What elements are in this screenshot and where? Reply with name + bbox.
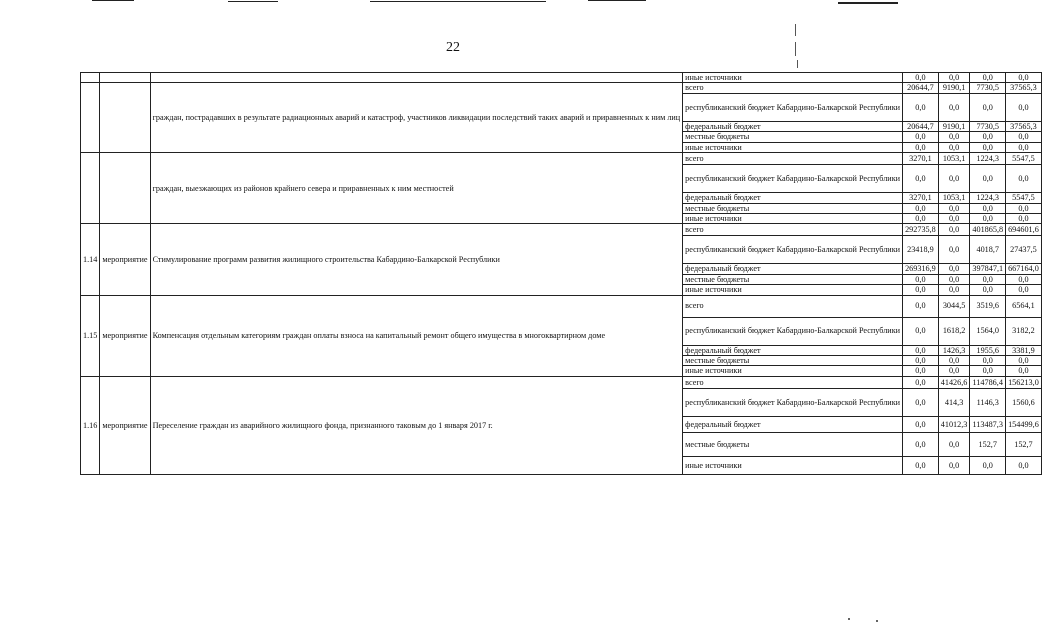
value-cell: 0,0 [970,274,1006,284]
funding-source-cell: иные источники [683,456,903,474]
funding-source-cell: иные источники [683,213,903,223]
value-cell: 269316,9 [903,264,939,274]
value-cell: 152,7 [1006,432,1042,456]
scan-edge-line [370,1,546,2]
value-cell: 0,0 [970,203,1006,213]
value-cell: 0,0 [903,388,939,416]
value-cell: 0,0 [903,203,939,213]
funding-source-cell: иные источники [683,285,903,295]
value-cell: 37565,3 [1006,121,1042,131]
value-cell: 0,0 [938,165,970,193]
value-cell: 0,0 [938,432,970,456]
value-cell: 1053,1 [938,153,970,165]
funding-source-cell: местные бюджеты [683,132,903,142]
value-cell: 0,0 [970,73,1006,83]
measure-type: мероприятие [100,376,150,474]
value-cell: 397847,1 [970,264,1006,274]
value-cell: 1618,2 [938,317,970,345]
value-cell: 27437,5 [1006,236,1042,264]
measure-name: граждан, пострадавших в результате радиационных аварий и катастроф, участников ликвидации последствий таких аварий и приравненных к ним лиц [150,83,683,153]
value-cell: 0,0 [903,73,939,83]
value-cell: 0,0 [938,356,970,366]
value-cell: 0,0 [938,456,970,474]
value-cell: 41426,6 [938,376,970,388]
funding-source-cell: всего [683,83,903,93]
value-cell: 0,0 [1006,456,1042,474]
value-cell: 9190,1 [938,83,970,93]
value-cell: 0,0 [938,203,970,213]
margin-mark [797,60,798,68]
row-name-cell [150,73,683,83]
measure-type [100,153,150,224]
value-cell: 0,0 [938,274,970,284]
value-cell: 156213,0 [1006,376,1042,388]
measure-name: Переселение граждан из аварийного жилищного фонда, признанного таковым до 1 января 2017 г. [150,376,683,474]
funding-source-cell: местные бюджеты [683,274,903,284]
value-cell: 0,0 [938,236,970,264]
value-cell: 0,0 [903,142,939,152]
value-cell: 0,0 [903,165,939,193]
value-cell: 23418,9 [903,236,939,264]
value-cell: 0,0 [938,93,970,121]
table-row [81,224,1042,236]
value-cell: 0,0 [970,456,1006,474]
value-cell: 5547,5 [1006,193,1042,203]
funding-source-cell: местные бюджеты [683,356,903,366]
value-cell: 0,0 [938,366,970,376]
scan-edge-line [92,0,134,1]
value-cell: 0,0 [938,213,970,223]
value-cell: 4018,7 [970,236,1006,264]
value-cell: 113487,3 [970,416,1006,432]
table-row [81,83,1042,93]
value-cell: 37565,3 [1006,83,1042,93]
value-cell: 0,0 [903,274,939,284]
funding-source-cell: всего [683,295,903,317]
value-cell: 3270,1 [903,193,939,203]
measure-code [81,83,100,153]
value-cell: 0,0 [1006,203,1042,213]
value-cell: 6564,1 [1006,295,1042,317]
value-cell: 0,0 [903,345,939,355]
value-cell: 1146,3 [970,388,1006,416]
budget-table [80,72,1042,475]
value-cell: 0,0 [938,224,970,236]
value-cell: 1053,1 [938,193,970,203]
value-cell: 3182,2 [1006,317,1042,345]
scan-speck [848,618,850,620]
funding-source-cell: иные источники [683,366,903,376]
funding-source-cell: федеральный бюджет [683,416,903,432]
value-cell: 1224,3 [970,153,1006,165]
value-cell: 0,0 [938,264,970,274]
value-cell: 0,0 [1006,142,1042,152]
value-cell: 41012,3 [938,416,970,432]
value-cell: 114786,4 [970,376,1006,388]
margin-mark [795,24,796,36]
funding-source-cell: иные источники [683,142,903,152]
measure-type [100,83,150,153]
funding-source-cell: местные бюджеты [683,432,903,456]
scan-edge-line [228,1,278,2]
value-cell: 667164,0 [1006,264,1042,274]
funding-source-cell: федеральный бюджет [683,193,903,203]
funding-source-cell: федеральный бюджет [683,345,903,355]
value-cell: 7730,5 [970,121,1006,131]
value-cell: 0,0 [1006,274,1042,284]
funding-source-cell: местные бюджеты [683,203,903,213]
measure-type: мероприятие [100,224,150,295]
value-cell: 0,0 [1006,73,1042,83]
value-cell: 0,0 [903,432,939,456]
value-cell: 0,0 [1006,165,1042,193]
value-cell: 0,0 [1006,213,1042,223]
scan-edge-line [588,0,646,1]
page-number: 22 [446,40,460,55]
value-cell: 5547,5 [1006,153,1042,165]
value-cell: 0,0 [938,73,970,83]
row-kind-cell [100,73,150,83]
funding-source-cell: республиканский бюджет Кабардино-Балкарской Республики [683,388,903,416]
value-cell: 0,0 [970,366,1006,376]
value-cell: 154499,6 [1006,416,1042,432]
measure-name: граждан, выезжающих из районов крайнего севера и приравненных к ним местностей [150,153,683,224]
margin-mark [795,42,796,56]
funding-source-cell: республиканский бюджет Кабардино-Балкарской Республики [683,236,903,264]
value-cell: 0,0 [970,93,1006,121]
value-cell: 0,0 [903,132,939,142]
table-row [81,376,1042,388]
value-cell: 0,0 [970,142,1006,152]
value-cell: 20644,7 [903,83,939,93]
funding-source-cell: федеральный бюджет [683,121,903,131]
value-cell: 414,3 [938,388,970,416]
value-cell: 0,0 [903,213,939,223]
value-cell: 7730,5 [970,83,1006,93]
funding-source-cell: республиканский бюджет Кабардино-Балкарской Республики [683,93,903,121]
measure-type: мероприятие [100,295,150,376]
table-row [81,73,1042,83]
value-cell: 0,0 [1006,132,1042,142]
value-cell: 401865,8 [970,224,1006,236]
value-cell: 0,0 [903,356,939,366]
value-cell: 0,0 [1006,93,1042,121]
measure-code: 1.14 [81,224,100,295]
value-cell: 0,0 [903,295,939,317]
value-cell: 0,0 [938,142,970,152]
funding-source-cell: всего [683,153,903,165]
value-cell: 0,0 [938,132,970,142]
value-cell: 0,0 [903,376,939,388]
measure-code [81,153,100,224]
value-cell: 20644,7 [903,121,939,131]
value-cell: 0,0 [1006,356,1042,366]
funding-source-cell: федеральный бюджет [683,264,903,274]
value-cell: 0,0 [903,366,939,376]
value-cell: 3044,5 [938,295,970,317]
value-cell: 0,0 [970,285,1006,295]
value-cell: 694601,6 [1006,224,1042,236]
measure-code: 1.15 [81,295,100,376]
value-cell: 3519,6 [970,295,1006,317]
scan-speck [876,620,878,622]
value-cell: 0,0 [903,285,939,295]
value-cell: 0,0 [970,132,1006,142]
funding-source-cell: республиканский бюджет Кабардино-Балкарской Республики [683,317,903,345]
value-cell: 1564,0 [970,317,1006,345]
value-cell: 3381,9 [1006,345,1042,355]
value-cell: 1560,6 [1006,388,1042,416]
funding-source-cell: всего [683,224,903,236]
value-cell: 0,0 [938,285,970,295]
funding-source-cell: всего [683,376,903,388]
value-cell: 0,0 [903,93,939,121]
value-cell: 9190,1 [938,121,970,131]
value-cell: 1955,6 [970,345,1006,355]
value-cell: 1224,3 [970,193,1006,203]
row-code-cell [81,73,100,83]
scan-edge-line [838,2,898,4]
value-cell: 1426,3 [938,345,970,355]
funding-source-cell: республиканский бюджет Кабардино-Балкарской Республики [683,165,903,193]
value-cell: 0,0 [970,213,1006,223]
table-row [81,295,1042,317]
measure-name: Стимулирование программ развития жилищного строительства Кабардино-Балкарской Республики [150,224,683,295]
funding-source-cell: иные источники [683,73,903,83]
measure-name: Компенсация отдельным категориям граждан оплаты взноса на капитальный ремонт общего имущества в многоквартирном доме [150,295,683,376]
value-cell: 152,7 [970,432,1006,456]
value-cell: 0,0 [903,317,939,345]
measure-code: 1.16 [81,376,100,474]
value-cell: 0,0 [903,416,939,432]
value-cell: 0,0 [1006,366,1042,376]
value-cell: 0,0 [970,356,1006,366]
value-cell: 0,0 [903,456,939,474]
table-row [81,153,1042,165]
value-cell: 0,0 [1006,285,1042,295]
value-cell: 3270,1 [903,153,939,165]
value-cell: 292735,8 [903,224,939,236]
value-cell: 0,0 [970,165,1006,193]
